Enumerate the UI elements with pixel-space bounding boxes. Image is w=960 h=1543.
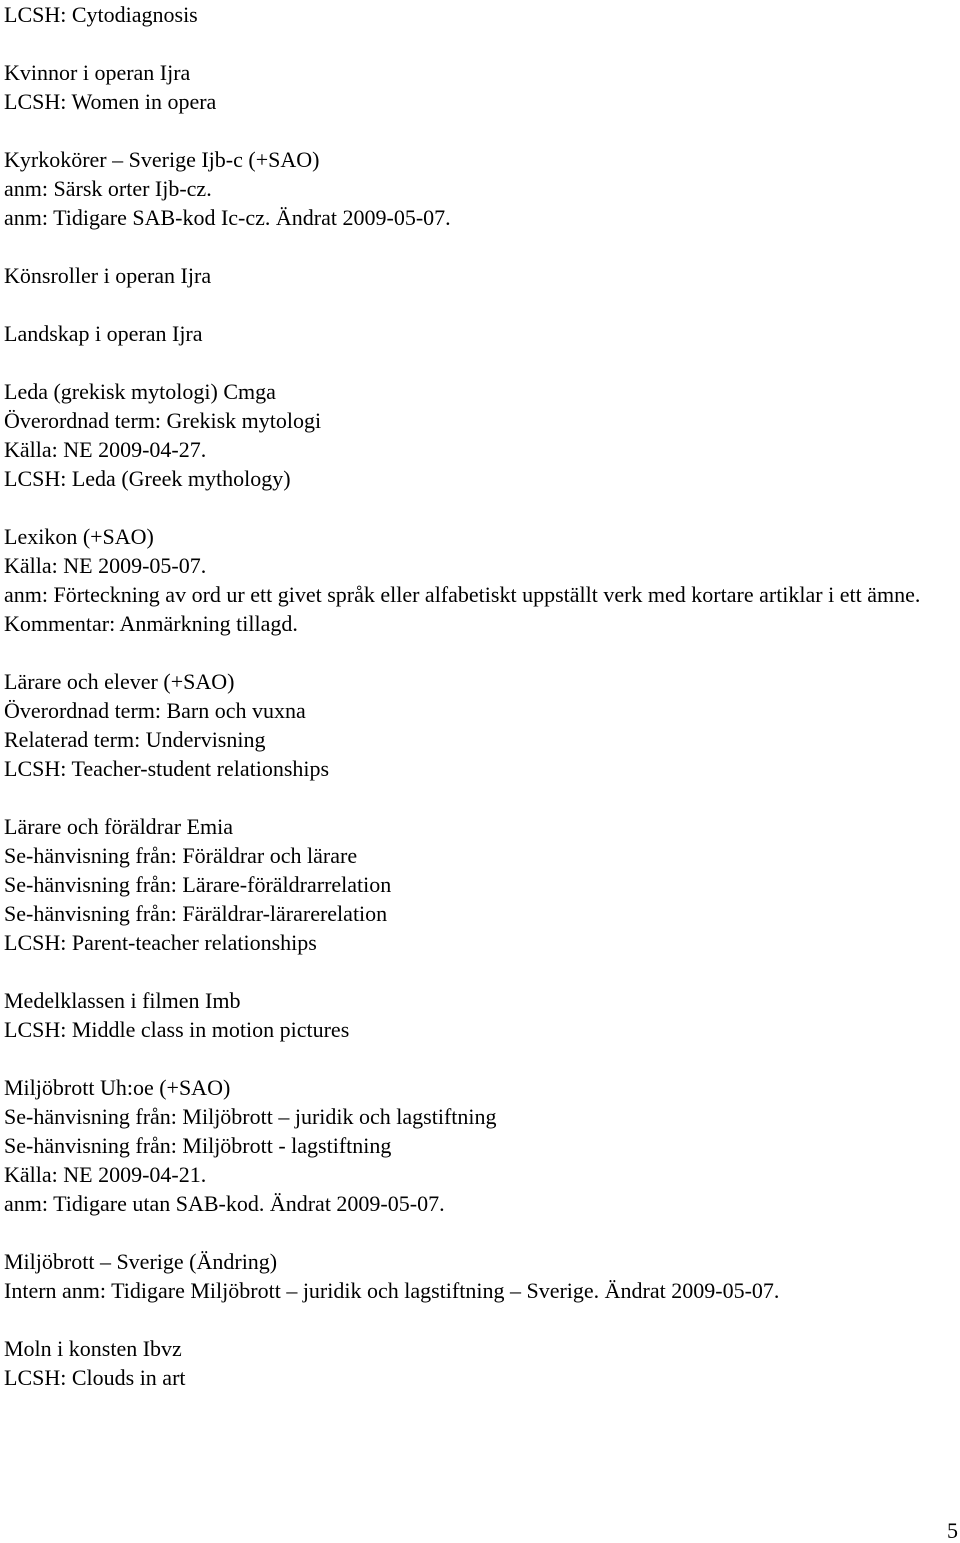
entry-line: LCSH: Parent-teacher relationships [4,930,317,955]
entry-line: Kommentar: Anmärkning tillagd. [4,611,298,636]
entry-line: Överordnad term: Grekisk mytologi [4,408,322,433]
entry-line: Se-hänvisning från: Färäldrar-lärarerelation [4,901,388,926]
page-number: 5 [947,1518,958,1543]
entry-kvinnor-i-operan [4,58,958,116]
entry-heading: Moln i konsten Ibvz [4,1336,182,1361]
entry-miljobrott-sverige [4,1247,958,1305]
entry-line: Intern anm: Tidigare Miljöbrott – juridik och lagstiftning – Sverige. Ändrat 2009-05-07. [4,1278,780,1303]
entry-miljobrott [4,1073,958,1218]
document-body [4,0,958,1421]
entry-kyrkokorer-sverige [4,145,958,232]
entry-line: LCSH: Middle class in motion pictures [4,1017,350,1042]
entry-line: LCSH: Cytodiagnosis [4,2,198,27]
entry-line: Se-hänvisning från: Lärare-föräldrarrelation [4,872,392,897]
entry-moln-i-konsten [4,1334,958,1392]
entry-line: Överordnad term: Barn och vuxna [4,698,306,723]
entry-line: Se-hänvisning från: Miljöbrott - lagstiftning [4,1133,392,1158]
entry-line: LCSH: Teacher-student relationships [4,756,330,781]
entry-line: Se-hänvisning från: Föräldrar och lärare [4,843,358,868]
entry-larare-och-elever [4,667,958,783]
entry-heading: Leda (grekisk mytologi) Cmga [4,379,276,404]
entry-heading: Kyrkokörer – Sverige Ijb-c (+SAO) [4,147,320,172]
entry-line: Källa: NE 2009-04-21. [4,1162,207,1187]
entry-heading: Miljöbrott – Sverige (Ändring) [4,1249,278,1274]
entry-heading: Lärare och föräldrar Emia [4,814,234,839]
entry-heading: Lärare och elever (+SAO) [4,669,235,694]
entry-line: Relaterad term: Undervisning [4,727,266,752]
entry-line: anm: Tidigare SAB-kod Ic-cz. Ändrat 2009-05-07. [4,205,451,230]
entry-line: LCSH: Leda (Greek mythology) [4,466,291,491]
entry-line: Se-hänvisning från: Miljöbrott – juridik och lagstiftning [4,1104,497,1129]
entry-line: Källa: NE 2009-04-27. [4,437,207,462]
entry-line: Källa: NE 2009-05-07. [4,553,207,578]
entry-medelklassen-i-filmen [4,986,958,1044]
entry-heading: Landskap i operan Ijra [4,321,203,346]
entry-heading: Medelklassen i filmen Imb [4,988,241,1013]
entry-lexikon [4,522,958,638]
entry-line-note: anm: Förteckning av ord ur ett givet språk eller alfabetiskt uppställt verk med kortare artiklar i ett ämne. [4,582,921,607]
entry-line: anm: Särsk orter Ijb-cz. [4,176,212,201]
entry-leda [4,377,958,493]
entry-heading: Kvinnor i operan Ijra [4,60,191,85]
entry-line: anm: Tidigare utan SAB-kod. Ändrat 2009-05-07. [4,1191,445,1216]
entry-line: LCSH: Clouds in art [4,1365,186,1390]
entry-heading: Lexikon (+SAO) [4,524,154,549]
entry-lcsh-cytodiagnosis [4,0,958,29]
entry-landskap-i-operan [4,319,958,348]
entry-larare-och-foraldrar [4,812,958,957]
entry-konsroller-i-operan [4,261,958,290]
entry-heading: Miljöbrott Uh:oe (+SAO) [4,1075,231,1100]
entry-heading: Könsroller i operan Ijra [4,263,212,288]
entry-line: LCSH: Women in opera [4,89,217,114]
